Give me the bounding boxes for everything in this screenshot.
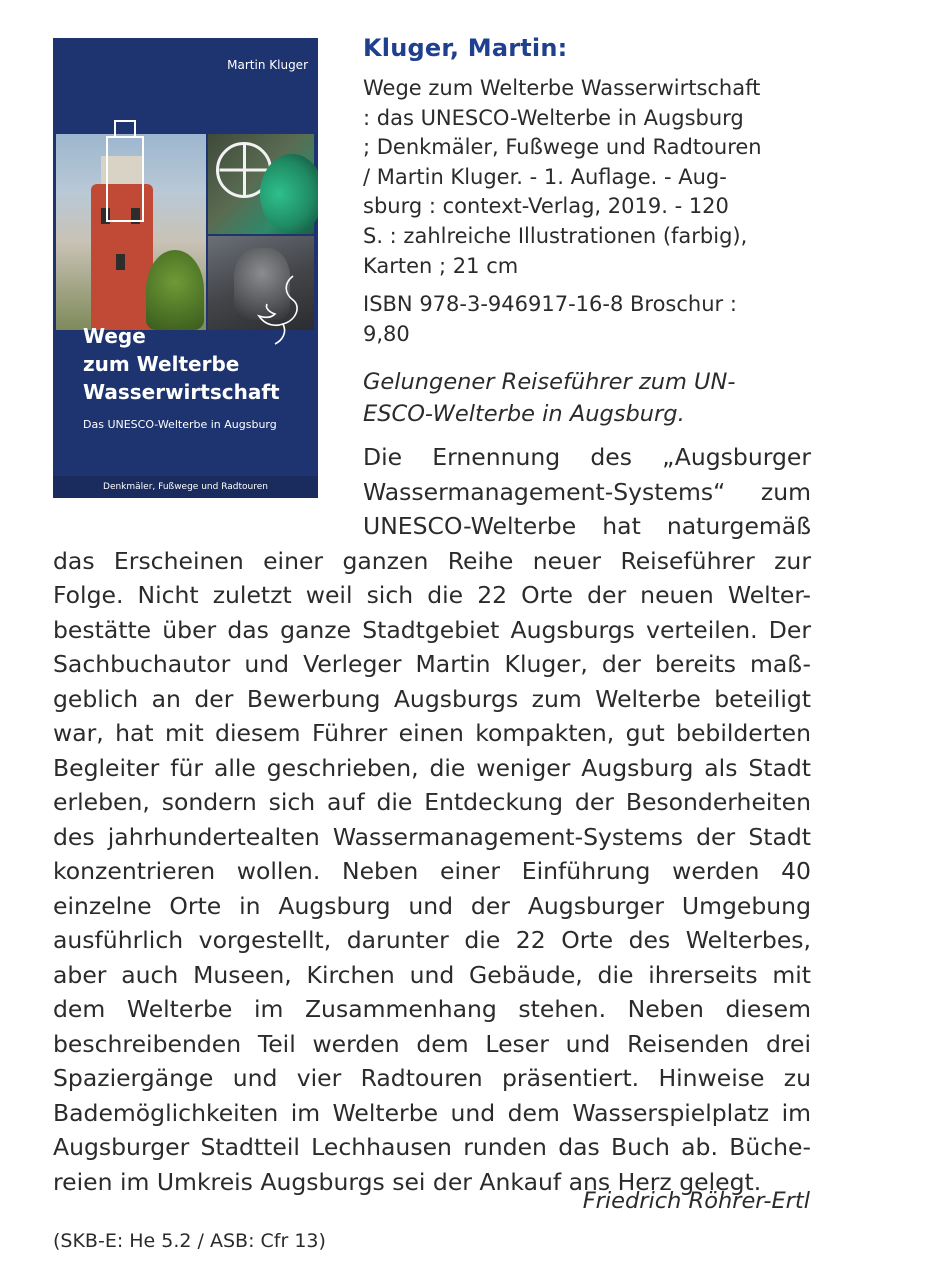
biblio-line: Karten ; 21 cm <box>363 253 519 278</box>
body-line: Spaziergänge und vier Radtouren präsentiert. Hinweise zu <box>53 1064 811 1092</box>
cover-title <box>83 322 313 406</box>
bibliographic-entry <box>363 74 811 281</box>
isbn-price <box>363 290 811 349</box>
waterwheel <box>260 154 318 234</box>
biblio-line: S. : zahlreiche Illustrationen (farbig), <box>363 223 748 248</box>
body-line: bestätte über das ganze Stadtgebiet Augsburgs verteilen. Der <box>53 615 811 644</box>
body-line: ausführlich vorgestellt, darunter die 22 Orte des Welterbes, <box>53 926 811 954</box>
body-line: Bademöglichkeiten im Welterbe und dem Wasserspielplatz im <box>53 1098 811 1127</box>
tower-window <box>116 254 125 270</box>
body-line: des jahrhundertealten Wassermanagement-Systems der Stadt <box>53 822 811 851</box>
cover-title-line: Wege <box>83 324 146 348</box>
cover-subtitle: Das UNESCO-Welterbe in Augsburg <box>83 418 277 431</box>
isbn-line: 9,80 <box>363 321 410 346</box>
cover-author: Martin Kluger <box>227 58 308 72</box>
body-line: reien im Umkreis Augsburgs sei der Ankauf ans Herz gelegt. <box>53 1167 762 1196</box>
body-line: war, hat mit diesem Führer einen kompakten, gut bebilderten <box>53 719 811 747</box>
biblio-line: Wege zum Welterbe Wasserwirtschaft <box>363 76 761 100</box>
body-line: Begleiter für alle geschrieben, die weniger Augsburg als Stadt <box>53 753 811 782</box>
body-line: Sachbuchautor und Verleger Martin Kluger, der bereits maß- <box>53 650 811 678</box>
body-line: Augsburger Stadtteil Lechhausen runden das Buch ab. Büche- <box>53 1133 811 1161</box>
reviewer-signature: Friedrich Röhrer-Ertl <box>582 1188 810 1214</box>
body-line: das Erscheinen einer ganzen Reihe neuer Reiseführer zur <box>53 546 811 575</box>
biblio-line: ; Denkmäler, Fußwege und Radtouren <box>363 135 762 160</box>
review-tagline <box>363 366 811 430</box>
body-line: Folge. Nicht zuletzt weil sich die 22 Orte der neuen Welter- <box>53 581 811 609</box>
biblio-line: / Martin Kluger. - 1. Auflage. - Aug- <box>363 164 727 189</box>
tagline-line: Gelungener Reiseführer zum UN- <box>363 369 736 395</box>
body-line: aber auch Museen, Kirchen und Gebäude, die ihrerseits mit <box>53 960 811 989</box>
body-line: Wassermanagement-Systems“ zum <box>363 477 811 506</box>
isbn-line: ISBN 978-3-946917-16-8 Broschur : <box>363 292 737 316</box>
book-cover <box>53 38 318 498</box>
cover-footer: Denkmäler, Fußwege und Radtouren <box>53 476 318 498</box>
body-line: geblich an der Bewerbung Augsburgs zum Welterbe beteiligt <box>53 684 811 713</box>
review-author-heading: Kluger, Martin: <box>363 34 568 62</box>
tree <box>146 250 204 330</box>
waterwheel-photo <box>208 134 314 234</box>
body-line: erleben, sondern sich auf die Entdeckung der Besonderheiten <box>53 788 811 816</box>
tagline-line: ESCO-Welterbe in Augsburg. <box>363 401 685 427</box>
body-line: Die Ernennung des „Augsburger <box>363 443 811 471</box>
biblio-line: : das UNESCO-Welterbe in Augsburg <box>363 105 744 130</box>
cover-title-line: zum Welterbe <box>83 352 240 376</box>
biblio-line: sburg : context-Verlag, 2019. - 120 <box>363 194 729 219</box>
tower-outline-icon <box>106 136 144 222</box>
body-line: einzelne Orte in Augsburg und der Augsburger Umgebung <box>53 891 811 920</box>
body-line: UNESCO-Welterbe hat naturgemäß <box>363 512 811 540</box>
classification-code: (SKB-E: He 5.2 / ASB: Cfr 13) <box>53 1230 326 1252</box>
body-line: beschreibenden Teil werden dem Leser und Reisenden drei <box>53 1029 811 1058</box>
body-line: dem Welterbe im Zusammenhang stehen. Neben diesem <box>53 995 811 1023</box>
cover-title-line: Wasserwirtschaft <box>83 380 280 404</box>
body-line: konzentrieren wollen. Neben einer Einführung werden 40 <box>53 857 811 885</box>
